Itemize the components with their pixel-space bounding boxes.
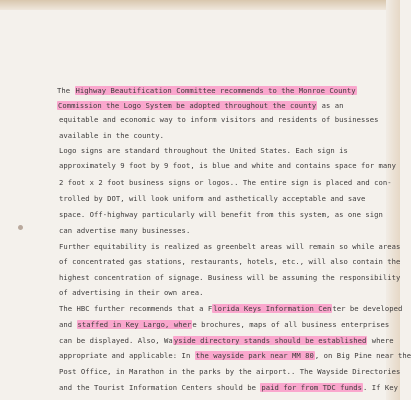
highlighted-text: Commission the Logo System be adopted throughout the county [58,101,317,110]
text-line [59,178,392,187]
text-segment: e brochures, maps of all business enterprises [192,320,390,329]
text-segment: ter be developed [332,304,403,313]
text-segment: Logo signs are standard throughout the United States. Each sign is [59,146,348,155]
text-line [59,304,402,313]
text-line [59,131,164,140]
text-line [57,86,357,95]
highlighted-text: paid for from TDC funds [261,383,363,392]
text-line [59,194,365,203]
text-segment: space. Off-highway particularly will benefit from this system, as one sign [59,210,383,219]
highlighted-text: staffed in Key Largo, wher [77,320,192,329]
text-segment: where [367,336,394,345]
text-line [59,257,400,266]
text-line [59,273,400,282]
highlighted-text: yside directory stands should be established [173,336,367,345]
text-segment: trolled by DOT, will look uniform and asthetically acceptable and save [59,194,366,203]
text-segment: as an [317,101,344,110]
text-line [57,101,344,110]
text-segment: of concentrated gas stations, restaurants, hotels, etc., will also contain the [59,257,401,266]
text-segment: . If Key [363,383,399,392]
text-line [59,161,396,170]
text-segment: The HBC further recommends that a F [59,304,213,313]
text-line [59,242,400,251]
text-segment: appropriate and applicable: In [59,351,195,360]
text-segment: highest concentration of signage. Business will be assuming the responsibility [59,273,401,282]
text-segment: equitable and economic way to inform visitors and residents of businesses [59,115,379,124]
text-line [59,210,383,219]
text-segment: approximately 9 foot by 9 foot, is blue and white and contains space for many [59,161,397,170]
text-line [59,320,389,329]
text-line [59,383,398,392]
highlighted-text: the wayside park near MM 80 [195,351,314,360]
text-line [59,226,190,235]
text-segment: available in the county. [59,131,165,140]
text-line [59,146,348,155]
text-segment: The [57,86,75,95]
text-line [59,351,411,360]
text-segment: 2 foot x 2 foot business signs or logos.. The entire sign is placed and con- [59,178,392,187]
text-segment: Further equitability is realized as greenbelt areas will remain so while areas [59,242,401,251]
highlighted-text: Highway Beautification Committee recommends to the Monroe County [75,86,356,95]
text-line [59,367,400,376]
text-line [59,115,379,124]
text-line [59,336,394,345]
text-segment: , on Big Pine near the [314,351,411,360]
text-segment: of advertising in their own area. [59,288,204,297]
text-segment: can advertise many businesses. [59,226,191,235]
text-segment: and the Tourist Information Centers should be [59,383,261,392]
text-segment: Post Office, in Marathon in the parks by the airport.. The Wayside Directories [59,367,401,376]
text-segment: and [59,320,77,329]
text-line [59,288,203,297]
highlighted-text: lorida Keys Information Cen [213,304,332,313]
text-segment: can be displayed. Also, Wa [59,336,173,345]
